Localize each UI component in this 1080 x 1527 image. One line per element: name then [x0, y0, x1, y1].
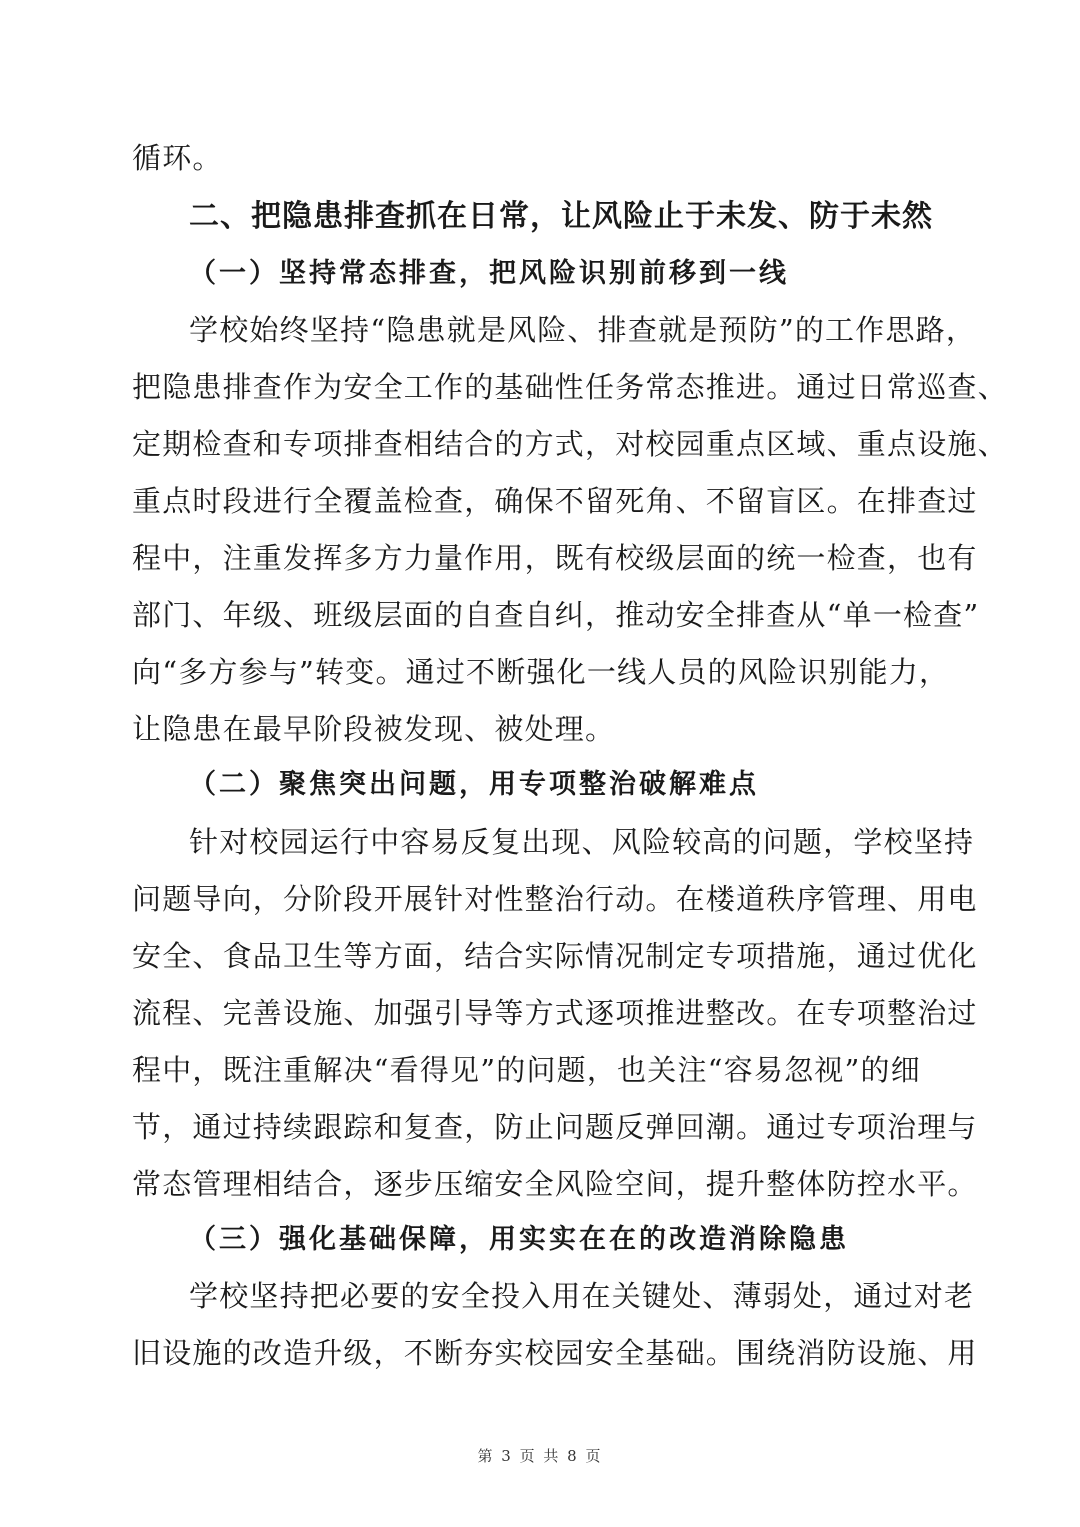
paragraph-line: 学校坚持把必要的安全投入用在关键处、薄弱处，通过对老: [189, 1279, 975, 1313]
section-heading: 二、把隐患排查抓在日常，让风险止于未发、防于未然: [189, 199, 933, 234]
paragraph-line: 学校始终坚持“隐患就是风险、排查就是预防”的工作思路，: [189, 313, 977, 347]
paragraph-line: 向“多方参与”转变。通过不断强化一线人员的风险识别能力，: [132, 655, 950, 689]
page-number-footer: 第 3 页 共 8 页: [477, 1447, 603, 1465]
paragraph-line: 程中，注重发挥多方力量作用，既有校级层面的统一检查，也有: [132, 541, 978, 575]
subsection-heading-1: （一）坚持常态排查，把风险识别前移到一线: [189, 258, 789, 289]
paragraph-line: 让隐患在最早阶段被发现、被处理。: [132, 712, 616, 746]
subsection-heading-2: （二）聚焦突出问题，用专项整治破解难点: [189, 769, 759, 800]
paragraph-line: 程中，既注重解决“看得见”的问题，也关注“容易忽视”的细: [132, 1053, 921, 1087]
paragraph-line: 流程、完善设施、加强引导等方式逐项推进整改。在专项整治过: [132, 996, 978, 1030]
paragraph-line: 旧设施的改造升级，不断夯实校园安全基础。围绕消防设施、用: [132, 1336, 978, 1370]
paragraph-line: 针对校园运行中容易反复出现、风险较高的问题，学校坚持: [189, 825, 975, 859]
paragraph-line: 常态管理相结合，逐步压缩安全风险空间，提升整体防控水平。: [132, 1167, 978, 1201]
paragraph-line: 重点时段进行全覆盖检查，确保不留死角、不留盲区。在排查过: [132, 484, 978, 518]
paragraph-line: 把隐患排查作为安全工作的基础性任务常态推进。通过日常巡查、: [132, 370, 1008, 404]
paragraph-line: 定期检查和专项排查相结合的方式，对校园重点区域、重点设施、: [132, 427, 1008, 461]
paragraph-line: 部门、年级、班级层面的自查自纠，推动安全排查从“单一检查”: [132, 598, 980, 632]
paragraph-continuation: 循环。: [132, 141, 223, 175]
paragraph-line: 安全、食品卫生等方面，结合实际情况制定专项措施，通过优化: [132, 939, 978, 973]
subsection-heading-3: （三）强化基础保障，用实实在在的改造消除隐患: [189, 1224, 849, 1255]
paragraph-line: 节，通过持续跟踪和复查，防止问题反弹回潮。通过专项治理与: [132, 1110, 978, 1144]
paragraph-line: 问题导向，分阶段开展针对性整治行动。在楼道秩序管理、用电: [132, 882, 978, 916]
